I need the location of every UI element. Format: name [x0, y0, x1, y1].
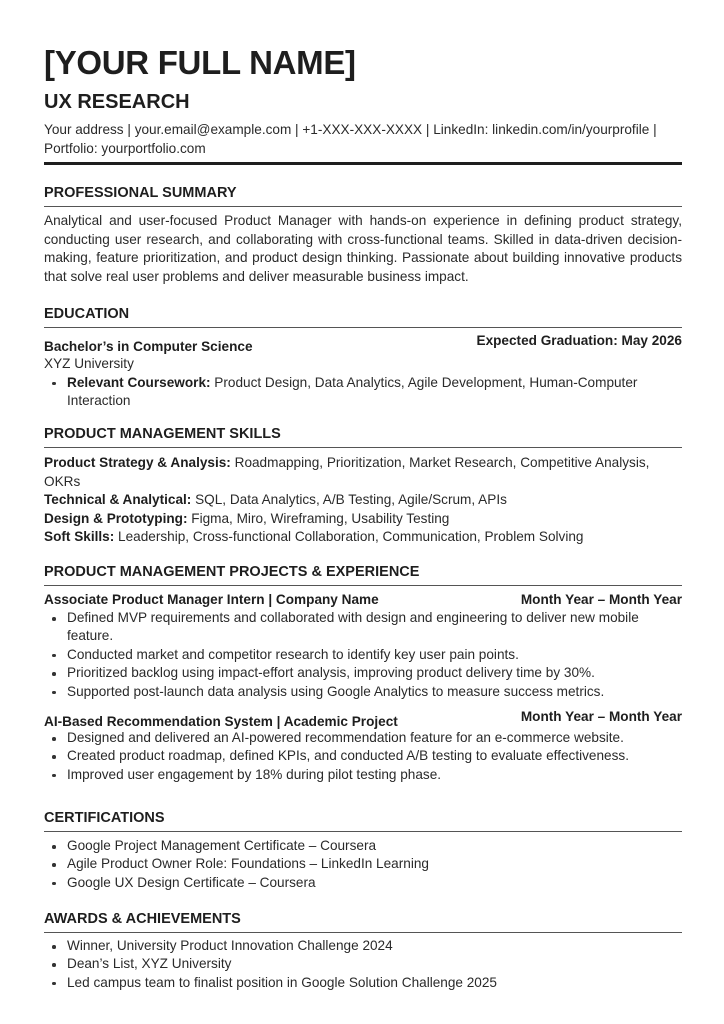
summary-text: Analytical and user-focused Product Manager with hands-on experience in defining product strategy, conducting user research, and collaborating with cross-functional teams. Skilled in data-driven decision-making, feature prioritization, and product design thinking. Passionate about building innovative products that solve real user problems and deliver measurable business impact. [44, 213, 682, 284]
award-item: Dean’s List, XYZ University [44, 955, 697, 973]
awards-title: AWARDS & ACHIEVEMENTS [44, 911, 241, 927]
bullet-icon [52, 672, 56, 676]
certification-item: Google UX Design Certificate – Coursera [44, 874, 697, 892]
bullet-icon [52, 737, 56, 741]
bullet-icon [52, 382, 56, 386]
experience-title: PRODUCT MANAGEMENT PROJECTS & EXPERIENCE [44, 564, 420, 580]
experience-entry-header [44, 711, 682, 729]
contact-info [44, 120, 684, 158]
bullet-icon [52, 617, 56, 621]
awards-section [44, 909, 682, 992]
education-title: EDUCATION [44, 306, 130, 322]
bullet-icon [52, 963, 56, 967]
experience-bullets [44, 729, 682, 784]
bullet-icon [52, 945, 56, 949]
certifications-title: CERTIFICATIONS [44, 810, 165, 826]
coursework-value: Product Design, Data Analytics, Agile Development, Human-Computer Interaction [67, 374, 638, 408]
experience-section [44, 562, 682, 784]
full-name: [YOUR FULL NAME] [44, 44, 356, 81]
bullet-item: Designed and delivered an AI-powered recommendation feature for an e-commerce website. [44, 729, 697, 747]
bullet-item: Defined MVP requirements and collaborated with design and engineering to deliver new mobile feature. [44, 609, 647, 646]
bullet-icon [52, 982, 56, 986]
bullet-icon [52, 774, 56, 778]
award-item: Led campus team to finalist position in Google Solution Challenge 2025 [44, 974, 697, 992]
summary-title: PROFESSIONAL SUMMARY [44, 185, 237, 201]
skill-label: Product Strategy & Analysis: [44, 455, 231, 470]
certifications-list [44, 837, 682, 892]
contact-line-2: Portfolio: yourportfolio.com [44, 141, 206, 156]
bullet-icon [52, 845, 56, 849]
skill-row [44, 510, 674, 529]
coursework-list [44, 374, 682, 411]
section-divider [44, 932, 682, 933]
skill-row [44, 454, 674, 491]
bullet-icon [52, 654, 56, 658]
skill-label: Technical & Analytical: [44, 492, 192, 507]
entry-dates: Month Year – Month Year [520, 709, 682, 725]
experience-entry-header [44, 591, 682, 609]
skills-list [44, 454, 674, 547]
bullet-icon [52, 755, 56, 759]
bullet-item: Supported post-launch data analysis using Google Analytics to measure success metrics. [44, 683, 697, 701]
skill-row [44, 491, 674, 510]
certification-item: Agile Product Owner Role: Foundations – LinkedIn Learning [44, 855, 697, 873]
education-section [44, 304, 682, 410]
bullet-icon [52, 863, 56, 867]
skill-label: Design & Prototyping: [44, 510, 188, 526]
skills-title: PRODUCT MANAGEMENT SKILLS [44, 426, 281, 442]
entry-heading: AI-Based Recommendation System | Academic Project [44, 714, 398, 730]
skill-value: Leadership, Cross-functional Collaboration, Communication, Problem Solving [114, 529, 584, 544]
graduation-date: Expected Graduation: May 2026 [476, 333, 682, 348]
skill-row [44, 528, 674, 547]
section-divider [44, 327, 682, 328]
bullet-item: Created product roadmap, defined KPIs, and conducted A/B testing to evaluate effectiveness. [44, 747, 697, 765]
award-item: Winner, University Product Innovation Challenge 2024 [44, 937, 697, 955]
section-divider [44, 831, 682, 832]
bullet-item: Conducted market and competitor research to identify key user pain points. [44, 646, 697, 664]
job-role: UX RESEARCH [44, 91, 190, 113]
entry-heading: Associate Product Manager Intern | Company Name [44, 592, 379, 607]
coursework-label: Relevant Coursework: [67, 374, 211, 390]
bullet-icon [52, 882, 56, 886]
header-divider [44, 162, 682, 165]
bullet-icon [52, 691, 56, 695]
skill-value: SQL, Data Analytics, A/B Testing, Agile/Scrum, APIs [191, 492, 507, 507]
skills-section [44, 424, 682, 547]
section-divider [44, 585, 682, 586]
section-divider [44, 447, 682, 448]
certification-item: Google Project Management Certificate – Coursera [44, 837, 697, 855]
summary-section [44, 183, 682, 286]
coursework-item [44, 374, 647, 411]
entry-dates: Month Year – Month Year [520, 592, 682, 607]
skill-value: Roadmapping, Prioritization, Market Research, Competitive Analysis, OKRs [44, 455, 650, 489]
skill-value: Figma, Miro, Wireframing, Usability Testing [187, 510, 450, 526]
contact-line-1: Your address | your.email@example.com | +1-XXX-XXX-XXXX | LinkedIn: linkedin.com/in/yourprofile | [44, 122, 657, 137]
bullet-item: Improved user engagement by 18% during pilot testing phase. [44, 766, 697, 784]
skill-label: Soft Skills: [44, 529, 115, 544]
section-divider [44, 206, 682, 207]
awards-list [44, 937, 682, 992]
bullet-item: Prioritized backlog using impact-effort analysis, improving product delivery time by 30%. [44, 664, 697, 682]
degree: Bachelor’s in Computer Science [44, 339, 253, 354]
school-name: XYZ University [44, 356, 134, 371]
experience-bullets [44, 609, 682, 701]
certifications-section [44, 808, 682, 892]
